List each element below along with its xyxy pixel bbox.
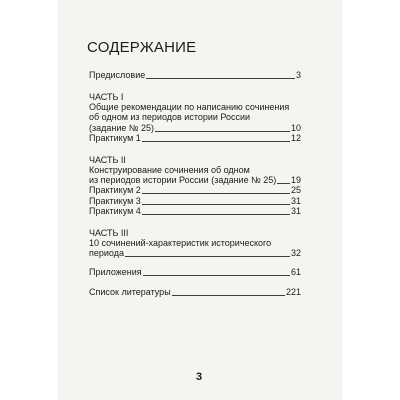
toc-page-number: 19 xyxy=(290,175,301,185)
toc-entry-practicum-2[interactable] xyxy=(89,185,301,196)
toc-entry-label: Практикум 2 xyxy=(89,185,141,195)
toc-entry-references[interactable] xyxy=(89,287,301,298)
toc-page-number: 31 xyxy=(290,196,301,206)
toc-entry-label: из периодов истории России (задание № 25) xyxy=(89,175,277,185)
toc-entry-practicum-4[interactable] xyxy=(89,206,301,217)
toc-entry-label: Приложения xyxy=(89,267,142,277)
toc-entry-preface[interactable] xyxy=(89,70,301,81)
toc-entry-part3-essays[interactable] xyxy=(89,248,301,259)
page-number-folio: 3 xyxy=(196,371,203,383)
toc-entry-label: Предисловие xyxy=(89,70,146,80)
toc-entry-text: Общие рекомендации по написанию сочинения xyxy=(89,102,290,112)
toc-page-number: 221 xyxy=(285,287,301,297)
toc-page-number: 12 xyxy=(290,133,301,143)
toc-entry-label: Практикум 3 xyxy=(89,196,141,206)
toc-title: СОДЕРЖАНИЕ xyxy=(87,39,197,56)
toc-entry-label: Практикум 4 xyxy=(89,206,141,216)
toc-page-number: 25 xyxy=(290,185,301,195)
toc-page-number: 61 xyxy=(290,267,301,277)
part-heading-3: ЧАСТЬ III xyxy=(89,228,129,238)
toc-entry-appendices[interactable] xyxy=(89,267,301,278)
toc-page-number: 10 xyxy=(290,123,301,133)
toc-entry-label: Практикум 1 xyxy=(89,133,141,143)
toc-entry-practicum-1[interactable] xyxy=(89,133,301,144)
toc-page-number: 31 xyxy=(290,206,301,216)
toc-entry-label: Список литературы xyxy=(89,287,171,297)
toc-page-number: 32 xyxy=(290,248,301,258)
part-heading-1: ЧАСТЬ I xyxy=(89,92,124,102)
toc-entry-text: Конструирование сочинения об одном xyxy=(89,165,250,175)
toc-entry-text: 10 сочинений-характеристик исторического xyxy=(89,238,272,248)
toc-entry-label: (задание № 25) xyxy=(89,123,155,133)
toc-entry-label: периода xyxy=(89,248,124,258)
table-of-contents xyxy=(89,0,301,400)
toc-page-number: 3 xyxy=(295,70,301,80)
part-heading-2: ЧАСТЬ II xyxy=(89,155,126,165)
toc-entry-text: об одном из периодов истории России xyxy=(89,112,251,122)
